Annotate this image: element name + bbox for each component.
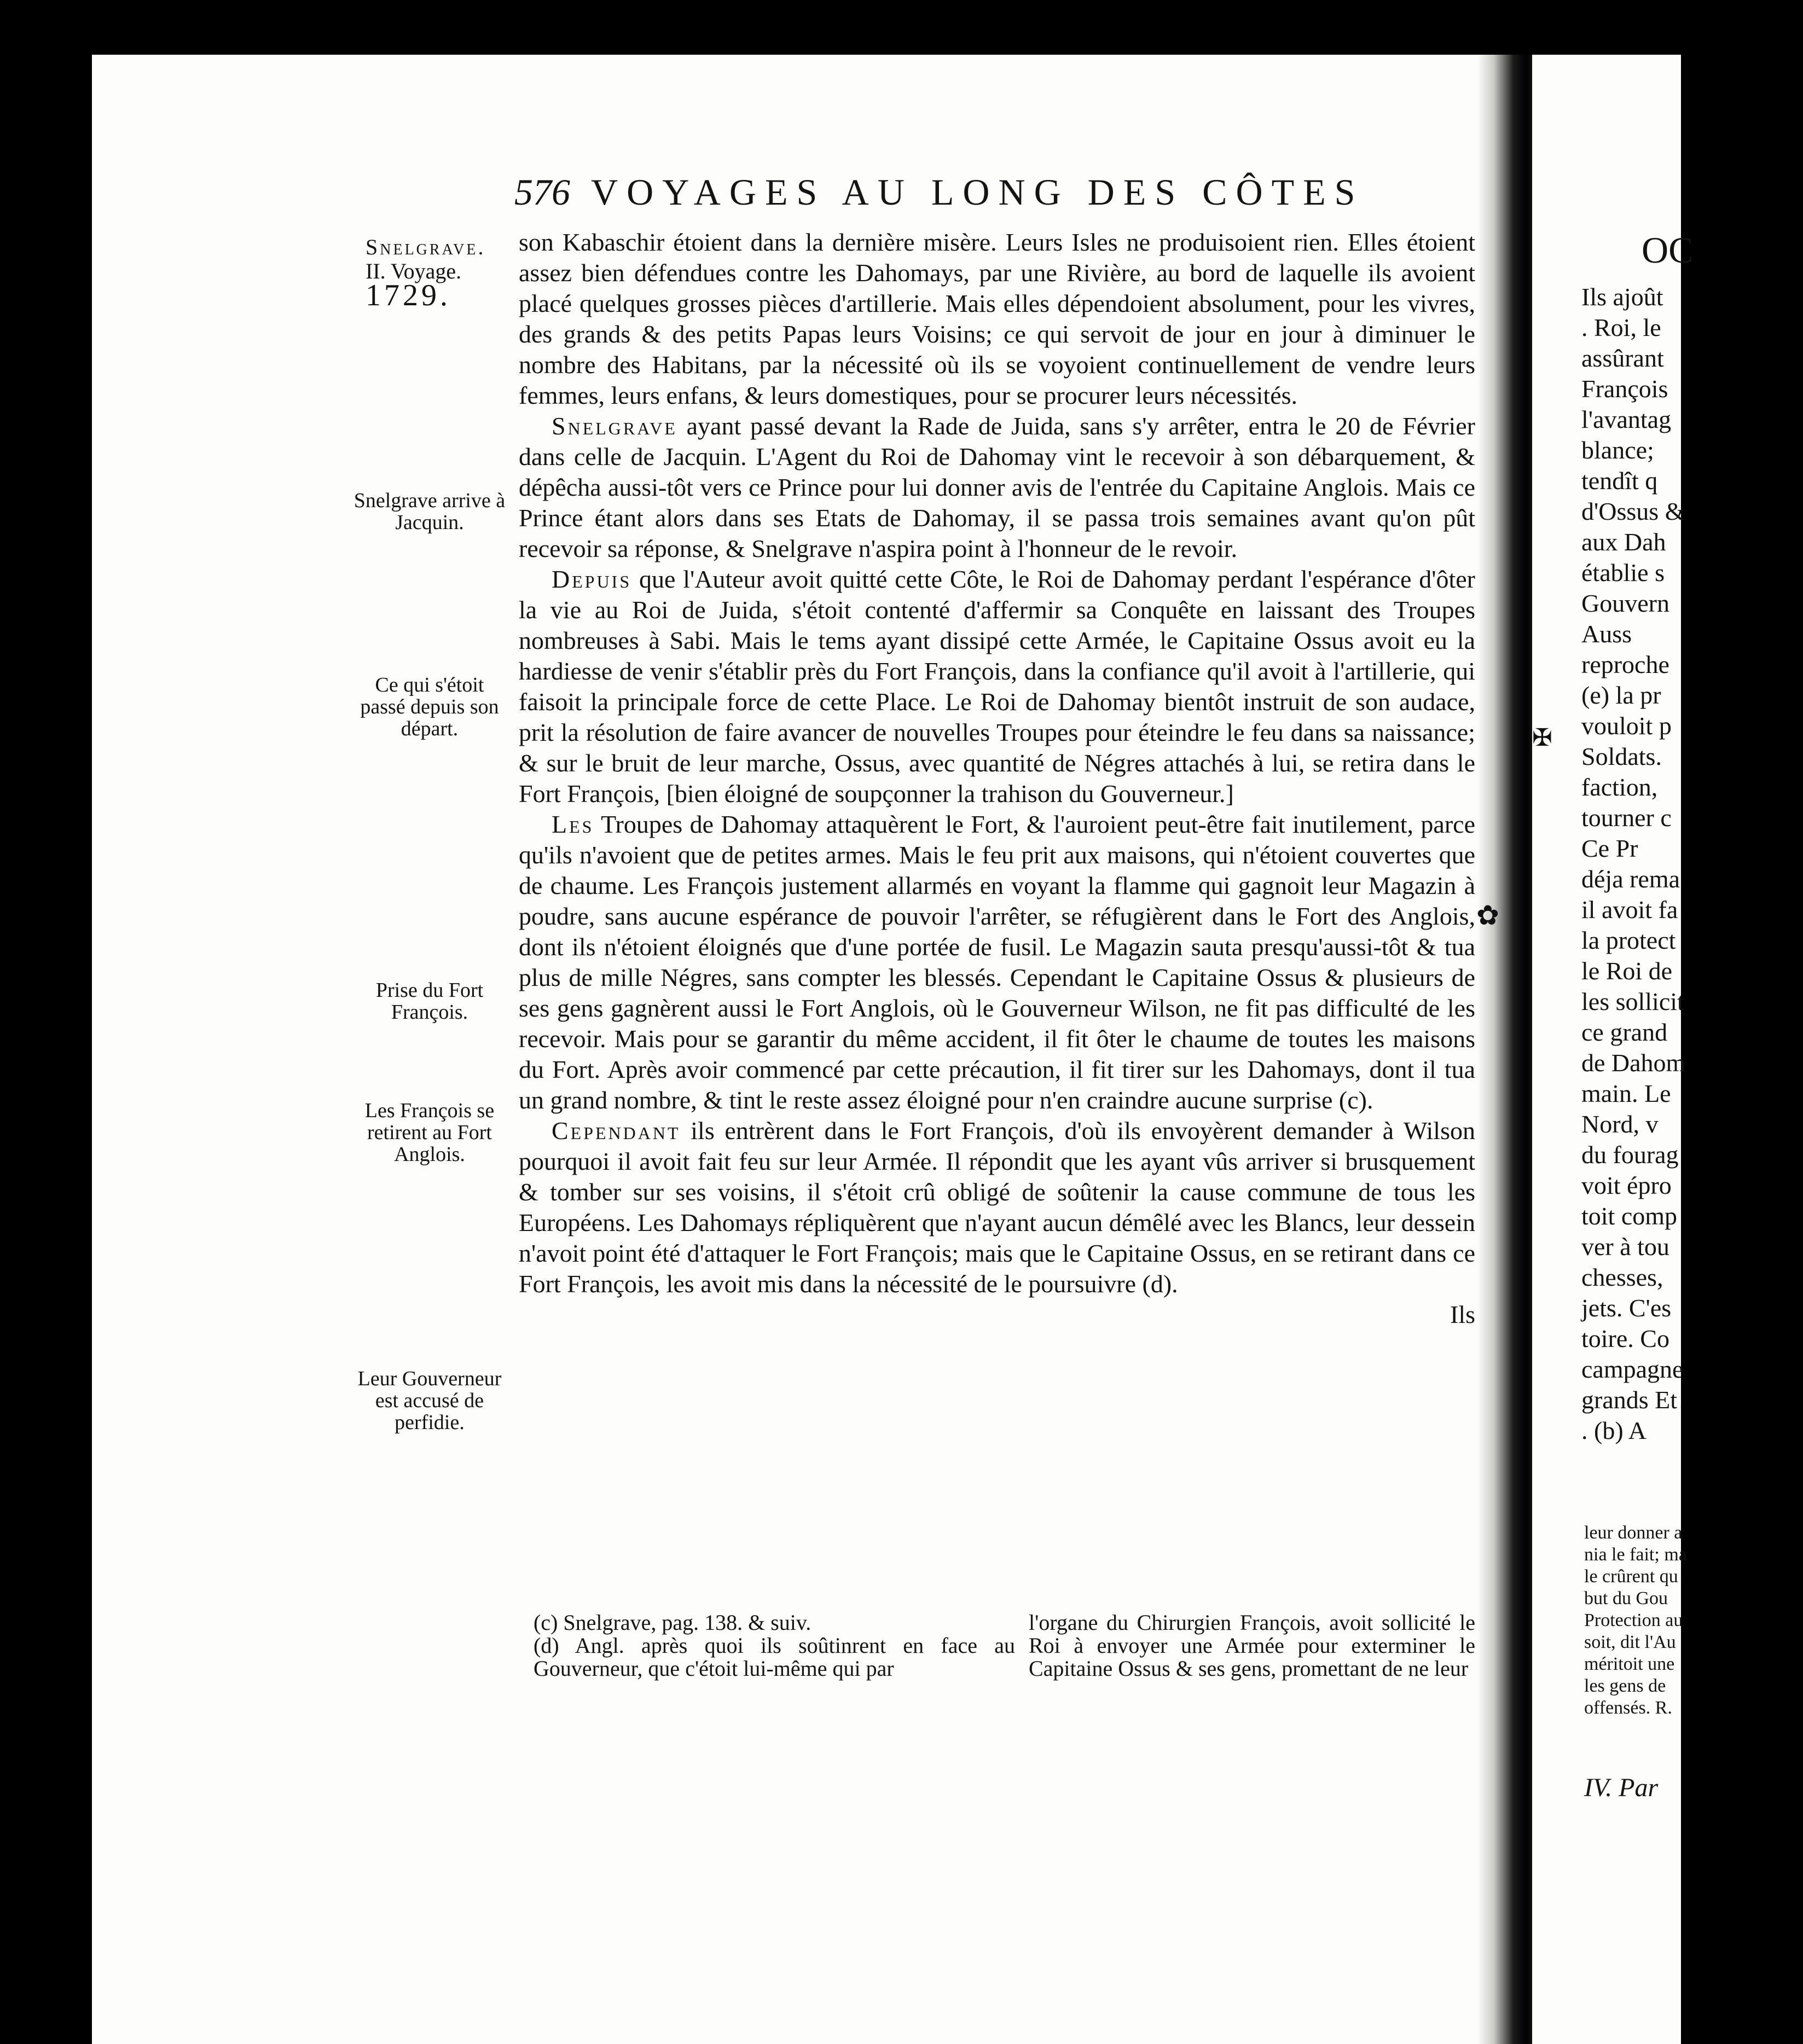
paragraph-text: que l'Auteur avoit quitté cette Côte, le Roi de Dahomay perdant l'espérance d'ôter la vie au Roi de Juida, s'étoit contenté d'affermir sa Conquête en laissant des Troupes nombreuses à Sabi. Mais le tems ayant dissipé cette Armée, le Capitaine Ossus avoit eu la hardiesse de venir s'établir près du Fort François, dans la confiance qu'il avoit à l'artillerie, qui faisoit la principale force de cette Place. Le Roi de Dahomay bientôt instruit de son audace, prit la résolution de faire avancer de nouvelles Troupes pour éteindre le feu dans sa naissance; & sur le bruit de leur marche, Ossus, avec quantité de Négres attachés à lui, se retira dans le Fort François, [bien éloigné de soupçonner la trahison du Gouverneur.] xyxy=(519,565,1475,808)
right-page-line: Auss xyxy=(1581,620,1632,648)
right-page-header: OC xyxy=(1642,229,1694,271)
right-page-line: campagne xyxy=(1581,1355,1684,1383)
right-page-footnote-line: nia le fait; ma xyxy=(1584,1544,1687,1565)
page-number: 576 xyxy=(514,171,570,213)
footnotes-left xyxy=(534,1611,1015,1680)
page-header xyxy=(514,171,1532,214)
right-page-line: blance; xyxy=(1581,436,1654,464)
right-page-line: reproche xyxy=(1581,651,1669,678)
paragraph: son Kabaschir étoient dans la dernière misère. Leurs Isles ne produisoient rien. Elles étoient assez bien défendues contre les Dahomays, par une Rivière, au bord de laquelle ils avoient placé quelques grosses pièces d'artillerie. Mais elles dépendoient absolument, pour les vivres, des grands & des petits Papas leurs Voisins; ce qui servoit de jour en jour à diminuer le nombre des Habitans, par la nécessité où ils se voyoient continuellement de vendre leurs femmes, leurs enfans, & leurs domestiques, pour se procurer leurs nécessités. xyxy=(519,228,1475,409)
right-page-line: l'avantag xyxy=(1581,405,1672,433)
right-page-line: tendît q xyxy=(1581,467,1658,495)
right-page-line: toit comp xyxy=(1581,1202,1678,1230)
right-page-footnote-line: Protection au xyxy=(1584,1610,1683,1630)
right-page-line: Ils ajoût xyxy=(1581,283,1663,311)
right-page-line: grands Et xyxy=(1581,1386,1678,1414)
right-page-line: il avoit fa xyxy=(1581,896,1678,924)
paragraph-text: ayant passé devant la Rade de Juida, sans s'y arrêter, entra le 20 de Février dans celle de Jacquin. L'Agent du Roi de Dahomay vint le recevoir à son débarquement, & dépêcha aussi-tôt vers ce Prince pour lui donner avis de l'entrée du Capitaine Anglois. Mais ce Prince étant alors dans ses Etats de Dahomay, il se passa trois semaines avant qu'on pût recevoir sa réponse, & Snelgrave n'aspira point à l'honneur de le revoir. xyxy=(519,412,1475,562)
margin-note-retreat: Les François se retirent au Fort Anglois. xyxy=(364,1099,495,1166)
right-page-footnote-line: le crûrent qu xyxy=(1584,1566,1678,1587)
paragraph xyxy=(519,1116,1475,1299)
right-page-line: d'Ossus & xyxy=(1581,497,1685,525)
right-page-footnote-line: les gens de xyxy=(1584,1676,1666,1696)
right-page-footnote-line: méritoit une xyxy=(1584,1654,1675,1674)
right-page-line: Ce Pr xyxy=(1581,834,1638,862)
paragraph-lead: Cependant xyxy=(552,1117,681,1145)
right-page-line: Soldats. xyxy=(1581,742,1662,770)
margin-note-capture: Prise du Fort François. xyxy=(375,979,484,1024)
running-head-name: Snelgrave. xyxy=(366,235,486,259)
paragraph-lead: Snelgrave xyxy=(552,412,677,440)
margin-note-arrival: Snelgrave arrive à Jacquin. xyxy=(353,489,506,534)
running-head-note xyxy=(366,235,524,312)
right-page-line: les sollicit xyxy=(1581,988,1684,1015)
catchword: Ils xyxy=(1450,1300,1475,1328)
margin-note-accusation: Leur Gouverneur est accusé de perfidie. xyxy=(357,1367,502,1434)
right-page xyxy=(1532,55,1694,2044)
right-page-line: faction, xyxy=(1581,773,1658,801)
right-page-line: toire. Co xyxy=(1581,1325,1669,1352)
running-head-year: 1729. xyxy=(366,278,451,312)
right-page-footnote-line: soit, dit l'Au xyxy=(1584,1632,1676,1652)
right-page-line: . Roi, le xyxy=(1581,313,1661,341)
right-page-line: (e) la pr xyxy=(1581,681,1661,709)
right-page-footnote-line: offensés. R. xyxy=(1584,1698,1672,1718)
right-page-footnote-line: leur donner a xyxy=(1584,1523,1683,1543)
right-page-line: de Dahom xyxy=(1581,1049,1686,1077)
right-page-line: Gouvern xyxy=(1581,589,1669,617)
paragraph-lead: Depuis xyxy=(552,565,632,593)
right-page-line: vouloit p xyxy=(1581,712,1672,740)
paragraph xyxy=(519,411,1475,564)
flower-icon: ✿ xyxy=(1476,900,1499,931)
footnote-c: (c) Snelgrave, pag. 138. & suiv. xyxy=(534,1610,811,1635)
cross-icon: ✠ xyxy=(1532,724,1552,751)
footnote-d: (d) Angl. après quoi ils soûtinrent en face au Gouverneur, que c'étoit lui-même qui par xyxy=(534,1633,1015,1681)
right-page-line: la protect xyxy=(1581,926,1676,954)
right-page-line: tourner c xyxy=(1581,804,1672,832)
right-page-line: ver à tou xyxy=(1581,1233,1669,1261)
right-page-line: jets. C'es xyxy=(1581,1294,1672,1322)
right-page-line: Nord, v xyxy=(1581,1110,1659,1138)
right-page-line: aux Dah xyxy=(1581,528,1666,556)
paragraph xyxy=(519,809,1475,1116)
right-page-line: François xyxy=(1581,375,1668,403)
right-page-line: assûrant xyxy=(1581,344,1664,372)
running-head-voyage: II. Voyage. xyxy=(366,259,462,283)
paragraph xyxy=(519,564,1475,809)
right-page-line: déja rema xyxy=(1581,865,1680,893)
main-text xyxy=(519,227,1475,1330)
margin-note-events: Ce qui s'étoit passé depuis son départ. xyxy=(360,673,499,740)
right-page-footer: IV. Par xyxy=(1584,1773,1659,1802)
right-page-line: . (b) A xyxy=(1581,1416,1647,1444)
paragraph-text: Troupes de Dahomay attaquèrent le Fort, & l'auroient peut-être fait inutilement, parce qu'ils n'avoient que de petites armes. Mais le feu prit aux maisons, qui n'étoient couvertes que de chaume. Les François justement allarmés en voyant la flamme qui gagnoit leur Magazin à poudre, sans aucune espérance de pouvoir l'arrêter, se réfugièrent dans le Fort des Anglois, dont ils n'étoient éloignés que d'une portée de fusil. Le Magazin sauta presqu'aussi-tôt & tua plus de mille Négres, sans compter les blessés. Cependant le Capitaine Ossus & plusieurs de ses gens gagnèrent aussi le Fort Anglois, où le Gouverneur Wilson, ne fit pas difficulté de les recevoir. Mais pour se garantir du même accident, il fit ôter le chaume de toutes les maisons du Fort. Après avoir commencé par cette précaution, il fit tirer sur les Dahomays, dont il tua un grand nombre, & tint le reste assez éloigné pour n'en craindre aucune surprise (c). xyxy=(519,810,1475,1114)
right-page-line: main. Le xyxy=(1581,1079,1671,1107)
footnotes-right xyxy=(1029,1611,1475,1680)
page-title: VOYAGES AU LONG DES CÔTES xyxy=(591,171,1364,213)
right-page-footnotes xyxy=(1584,1522,1803,1719)
right-page-line: du fourag xyxy=(1581,1141,1679,1169)
paragraph-text: ils entrèrent dans le Fort François, d'où ils envoyèrent demander à Wilson pourquoi il avoit fait feu sur leur Armée. Il répondit que les ayant vûs arriver si brusquement & tomber sur ses voisins, il s'étoit crû obligé de soûtenir la cause commune de tous les Européens. Les Dahomays répliquèrent que n'ayant aucun démêlé avec les Blancs, leur dessein n'avoit point été d'attaquer le Fort François; mais que le Capitaine Ossus, en se retirant dans ce Fort François, les avoit mis dans la nécessité de le poursuivre (d). xyxy=(519,1117,1475,1298)
right-page-body xyxy=(1581,282,1800,1446)
right-page-line: chesses, xyxy=(1581,1263,1663,1291)
right-page-line: voit épro xyxy=(1581,1171,1672,1199)
right-page-footnote-line: but du Gou xyxy=(1584,1588,1668,1609)
footnote-d-continued: l'organe du Chirurgien François, avoit sollicité le Roi à envoyer une Armée pour exterminer le Capitaine Ossus & ses gens, promettant de ne leur xyxy=(1029,1610,1475,1681)
right-page-line: le Roi de xyxy=(1581,957,1673,985)
right-page-line: ce grand xyxy=(1581,1018,1668,1046)
paragraph-lead: Les xyxy=(552,810,594,838)
right-page-line: établie s xyxy=(1581,559,1665,587)
